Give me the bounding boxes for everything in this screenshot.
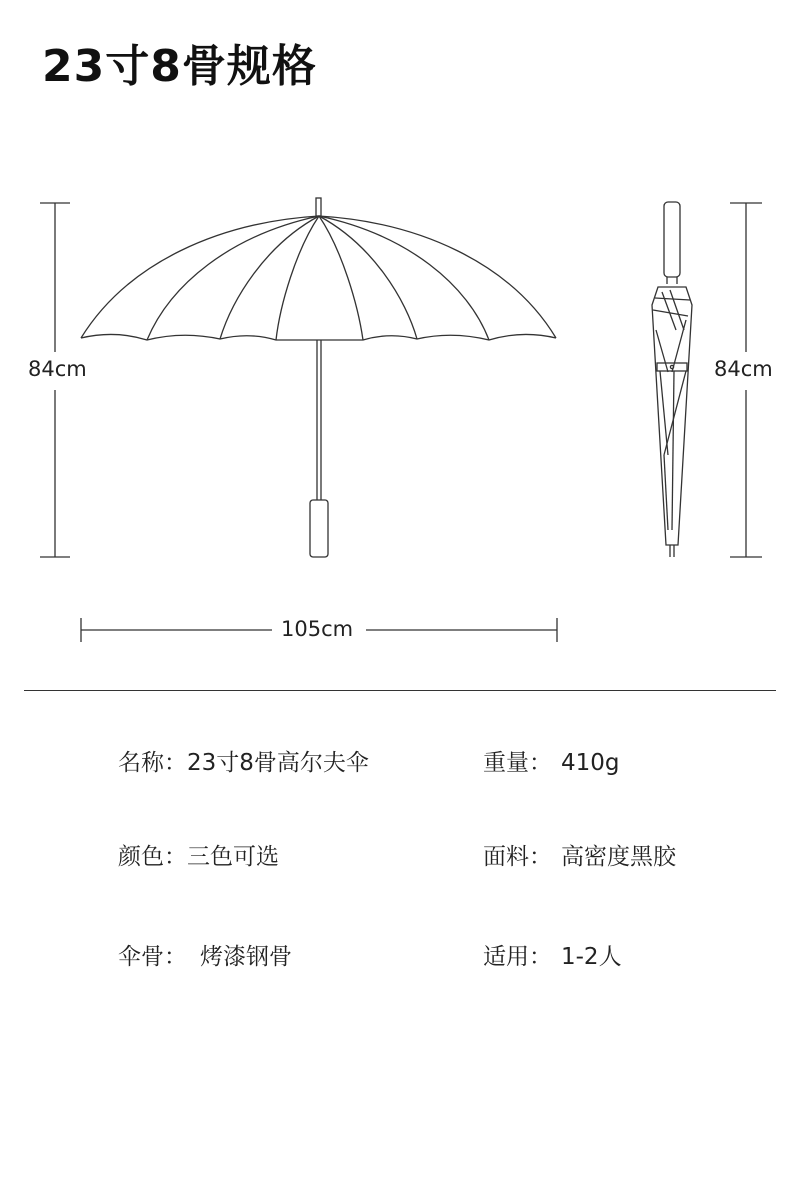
spec-name-value: 23寸8骨高尔夫伞: [187, 750, 369, 776]
page-title: 23寸8骨规格: [42, 41, 317, 92]
spec-name-key: 名称：: [118, 750, 187, 776]
spec-ribs: [118, 938, 292, 971]
spec-fabric-key: 面料：: [483, 844, 552, 870]
spec-weight-key: 重量：: [483, 750, 552, 776]
spec-fabric-value: 高密度黑胶: [561, 844, 676, 870]
left-height-label: 84cm: [28, 357, 87, 381]
spec-weight-value: 410g: [561, 750, 620, 776]
open-umbrella-illustration: [81, 198, 556, 557]
spec-weight: [483, 744, 620, 777]
spec-usage: [483, 938, 622, 971]
spec-ribs-key: 伞骨：: [118, 944, 187, 970]
spec-ribs-value: 烤漆钢骨: [200, 944, 292, 970]
spec-usage-key: 适用：: [483, 944, 552, 970]
spec-usage-value: 1-2人: [561, 944, 622, 970]
closed-umbrella-illustration: [652, 202, 692, 557]
spec-color: [118, 838, 279, 871]
spec-color-key: 颜色：: [118, 844, 187, 870]
spec-color-value: 三色可选: [187, 844, 279, 870]
section-divider: [24, 690, 776, 691]
right-height-label: 84cm: [714, 357, 773, 381]
width-label: 105cm: [281, 617, 354, 641]
spec-fabric: [483, 838, 676, 871]
spec-name: [118, 744, 369, 777]
